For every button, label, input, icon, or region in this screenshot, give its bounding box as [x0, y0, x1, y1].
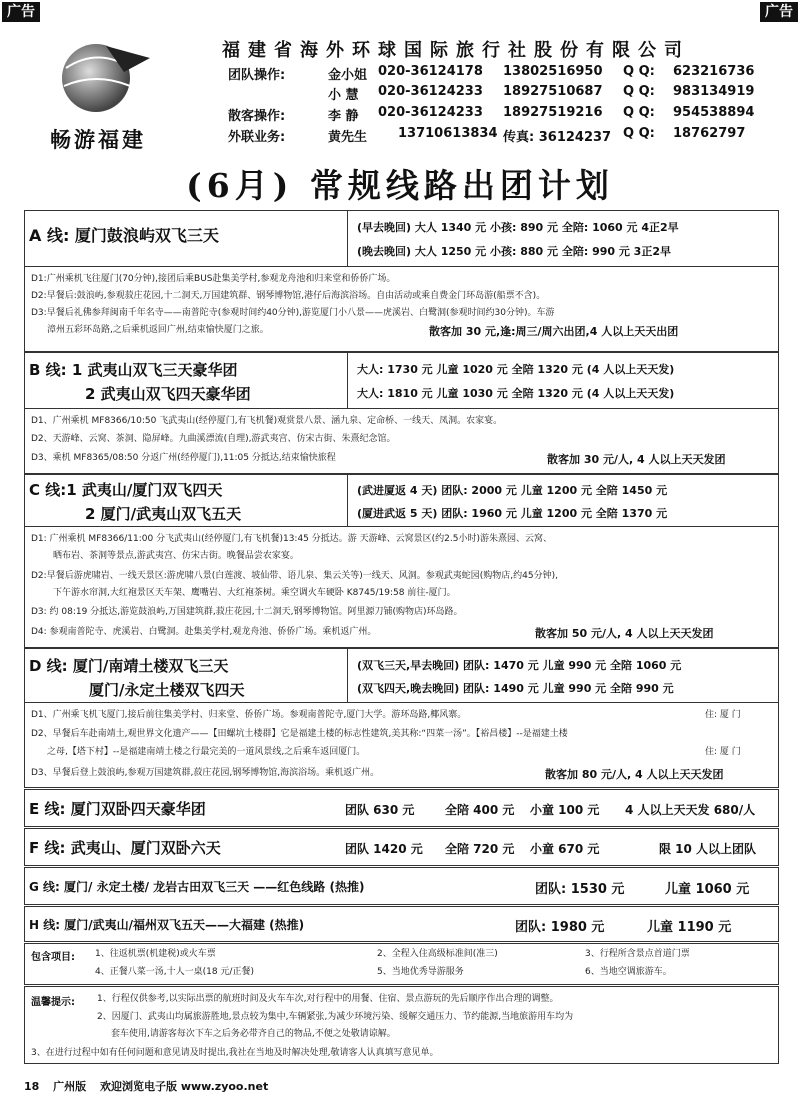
logo [28, 34, 168, 152]
line-f-note: 限 10 人以上团队 [659, 842, 757, 856]
itinerary-day: D1、广州乘机 MF8366/10:50 飞武夷山(经停厦门,有飞机餐)观赏景八景、涵九泉、定命桥、一线天、凤洞。农家宴。 [31, 416, 503, 426]
line-b-price: 大人: 1730 元 儿童 1020 元 全陪 1320 元 (4 人以上天天发) [357, 363, 675, 376]
line-d-title: 厦门/永定土楼双飞四天 [89, 681, 245, 699]
line-d-price: (双飞三天,早去晚回) 团队: 1470 元 儿童 990 元 全陪 1060 元 [357, 659, 682, 672]
tips-label: 温馨提示: [31, 997, 75, 1008]
line-e-row [24, 789, 779, 827]
line-b-title: B 线: 1 武夷山双飞三天豪华团 [29, 361, 238, 379]
tip-item: 3、在进行过程中如有任何问题和意见请及时提出,我社在当地及时解决处理,敬请客人认真填写意见单。 [31, 1048, 439, 1058]
line-c-title: 2 厦门/武夷山双飞五天 [85, 505, 242, 523]
itinerary-day: D2、早餐后车赴南靖土,观世界文化遗产——【田螺坑土楼群】它是福建土楼的标志性建筑,美其称:“四菜一汤”。【裕昌楼】--是福建土楼 [31, 729, 568, 739]
line-e-price: 全陪 400 元 [445, 803, 515, 817]
line-f-price: 团队 1420 元 [345, 842, 423, 856]
itinerary-day: 漳州五彩环岛路,之后乘机返回广州,结束愉快厦门之旅。 [47, 325, 269, 335]
line-h-price: 团队: 1980 元 [515, 920, 605, 935]
itinerary-day: D3、早餐后登上鼓浪屿,参观万国建筑群,菽庄花园,钢琴博物馆,海滨浴场。乘机返广州。 [31, 768, 380, 778]
line-e-price: 小童 100 元 [530, 803, 600, 817]
itinerary-day: D4: 参观南普陀寺、虎溪岩、白鹭洞。赴集美学村,观龙舟池、侨侨广场。乘机返广州。 [31, 627, 377, 637]
line-e-title: E 线: 厦门双卧四天豪华团 [29, 800, 206, 818]
line-f-row [24, 828, 779, 866]
includes-label: 包含项目: [31, 952, 75, 963]
line-a-note: 散客加 30 元,逢:周三/周六出团,4 人以上天天出团 [429, 325, 679, 338]
line-h-row [24, 906, 779, 942]
ad-badge-right: 广告 [760, 2, 798, 22]
itinerary-day: 之母,【塔下村】--是福建南靖土楼之行最完美的一道风景线,之后乘车返回厦门。 [47, 747, 366, 757]
line-g-title: G 线: 厦门/ 永定土楼/ 龙岩古田双飞三天 ——红色线路 (热推) [29, 880, 365, 894]
line-d-note: 散客加 80 元/人, 4 人以上天天发团 [545, 768, 724, 781]
page-number: 18 [24, 1080, 40, 1093]
line-c-price: (厦进武返 5 天) 团队: 1960 元 儿童 1200 元 全陪 1370 元 [357, 507, 668, 520]
line-g-row [24, 867, 779, 905]
line-a-price: (早去晚回) 大人 1340 元 小孩: 890 元 全陪: 1060 元 4正2早 [357, 221, 679, 234]
line-a-price: (晚去晚回) 大人 1250 元 小孩: 880 元 全陪: 990 元 3正2早 [357, 245, 671, 258]
line-d-section [24, 648, 779, 788]
itinerary-day: D1、广州乘飞机飞厦门,接后前往集美学村、归来堂、侨侨广场。参观南普陀寺,厦门大学。游环岛路,椰风寨。 [31, 710, 467, 720]
line-f-price: 全陪 720 元 [445, 842, 515, 856]
line-e-note: 4 人以上天天发 680/人 [625, 803, 756, 817]
itinerary-stay: 住: 厦 门 [705, 710, 741, 720]
tips-section [24, 986, 779, 1064]
footer [24, 1078, 278, 1094]
edition-label: 广州版 [53, 1080, 87, 1093]
logo-text: 畅游福建 [50, 127, 146, 152]
line-e-price: 团队 630 元 [345, 803, 415, 817]
line-b-price: 大人: 1810 元 儿童 1030 元 全陪 1320 元 (4 人以上天天发) [357, 387, 675, 400]
itinerary-day: D2:早餐后游虎啸岩、一线天景区:游虎啸八景(白莲渡、坡仙带、语儿泉、集云关等)一线天、风洞。参观武夷蛇园(购物店,约45分钟), [31, 571, 558, 581]
include-item: 3、行程所含景点首道门票 [585, 949, 690, 959]
itinerary-stay: 住: 厦 门 [705, 747, 741, 757]
tip-item: 套车使用,请游客每次下车之后务必带齐自己的物品,不便之处敬请谅解。 [111, 1029, 396, 1039]
line-g-price: 儿童 1060 元 [665, 882, 750, 897]
line-f-price: 小童 670 元 [530, 842, 600, 856]
line-d-price: (双飞四天,晚去晚回) 团队: 1490 元 儿童 990 元 全陪 990 元 [357, 682, 674, 695]
line-c-title: C 线:1 武夷山/厦门双飞四天 [29, 481, 223, 499]
itinerary-day: D2:早餐后:鼓浪屿,参观菽庄花园,十二洞天,万国建筑群、钢琴博物馆,港仔后海滨浴场。自由活动或乘自费金门环岛游(船票不含)。 [31, 291, 546, 301]
itinerary-day: D1:广州乘机飞往厦门(70分钟),接团后乘BUS赴集美学村,参观龙舟池和归来堂和侨侨广场。 [31, 274, 396, 284]
itinerary-day: D2、天游峰、云窝、茶洞、隐屏峰。九曲溪漂流(自理),游武夷宫、仿宋古街、朱熹纪念馆。 [31, 434, 396, 444]
itinerary-day: D3、乘机 MF8365/08:50 分返广州(经停厦门),11:05 分抵达,结束愉快旅程 [31, 453, 336, 463]
line-b-title: 2 武夷山双飞四天豪华团 [85, 385, 251, 403]
line-d-title: D 线: 厦门/南靖土楼双飞三天 [29, 657, 229, 675]
itinerary-day: D3: 约 08:19 分抵达,游览鼓浪屿,万国建筑群,菽庄花园,十二洞天,钢琴博物馆。阿里源刀铺(购物店)环岛路。 [31, 607, 463, 617]
itinerary-day: 晒布岩、茶洞等景点,游武夷宫、仿宋古街。晚餐品尝农家宴。 [53, 551, 299, 561]
include-item: 1、往返机票(机建税)或火车票 [95, 949, 216, 959]
includes-section [24, 943, 779, 985]
page-title: (6月) 常规线路出团计划 [186, 166, 614, 205]
include-item: 2、全程入住高级标准间(准三) [377, 949, 498, 959]
ad-badge-left: 广告 [2, 2, 40, 22]
tip-item: 2、因厦门、武夷山均属旅游胜地,景点较为集中,车辆紧张,为减少环境污染、缓解交通压力、节约能源,当地旅游用车均为 [97, 1012, 574, 1022]
itinerary-day: 下午游水帘洞,大红袍景区天车架、鹰嘴岩、大红袍茶树。乘空调火车硬卧 K8745/19:58 前往-厦门。 [53, 588, 456, 598]
include-item: 6、当地空调旅游车。 [585, 967, 672, 977]
line-h-title: H 线: 厦门/武夷山/福州双飞五天——大福建 (热推) [29, 918, 305, 932]
header: 畅游福建 福建省海外环球国际旅行社股份有限公司 团队操作: 金小姐 020-36124178 13802516950 Q Q: 623216736 小 慧 020-36124233 18927510687 Q Q: 983134919 散客操作: 李 静 020-36124233 18927519216 Q Q: 954538894 外联业务: 黄先生 13710613834 传真: 36124237 Q Q: 18762797 [0, 26, 800, 156]
line-c-note: 散客加 50 元/人, 4 人以上天天发团 [535, 627, 714, 640]
line-a-title: A 线: 厦门鼓浪屿双飞三天 [29, 226, 219, 245]
globe-logo-icon [46, 38, 156, 118]
company-name: 福建省海外环球国际旅行社股份有限公司 [222, 40, 690, 61]
include-item: 5、当地优秀导游服务 [377, 967, 464, 977]
line-a-section [24, 210, 779, 352]
include-item: 4、正餐八菜一汤,十人一桌(18 元/正餐) [95, 967, 254, 977]
line-c-price: (武进厦返 4 天) 团队: 2000 元 儿童 1200 元 全陪 1450 元 [357, 484, 668, 497]
line-b-section [24, 352, 779, 474]
itinerary-day: D1: 广州乘机 MF8366/11:00 分飞武夷山(经停厦门,有飞机餐)13:45 分抵达。游 天游峰、云窝景区(约2.5小时)游朱熹园、云窝、 [31, 534, 552, 544]
itinerary-day: D3:早餐后礼佛参拜闽南千年名寺——南普陀寺(参观时间约40分钟),游览厦门小八景——虎溪岩、白鹭洞(参观时间约30分钟)。车游 [31, 308, 555, 318]
footer-slogan: 欢迎浏览电子版 www.zyoo.net [100, 1080, 269, 1093]
tip-item: 1、行程仅供参考,以实际出票的航班时间及火车车次,对行程中的用餐、住宿、景点游玩的先后顺序作出合理的调整。 [97, 994, 559, 1004]
line-h-price: 儿童 1190 元 [647, 920, 732, 935]
line-g-price: 团队: 1530 元 [535, 882, 625, 897]
line-c-section [24, 474, 779, 648]
line-f-title: F 线: 武夷山、厦门双卧六天 [29, 839, 221, 857]
line-b-note: 散客加 30 元/人, 4 人以上天天发团 [547, 453, 726, 466]
